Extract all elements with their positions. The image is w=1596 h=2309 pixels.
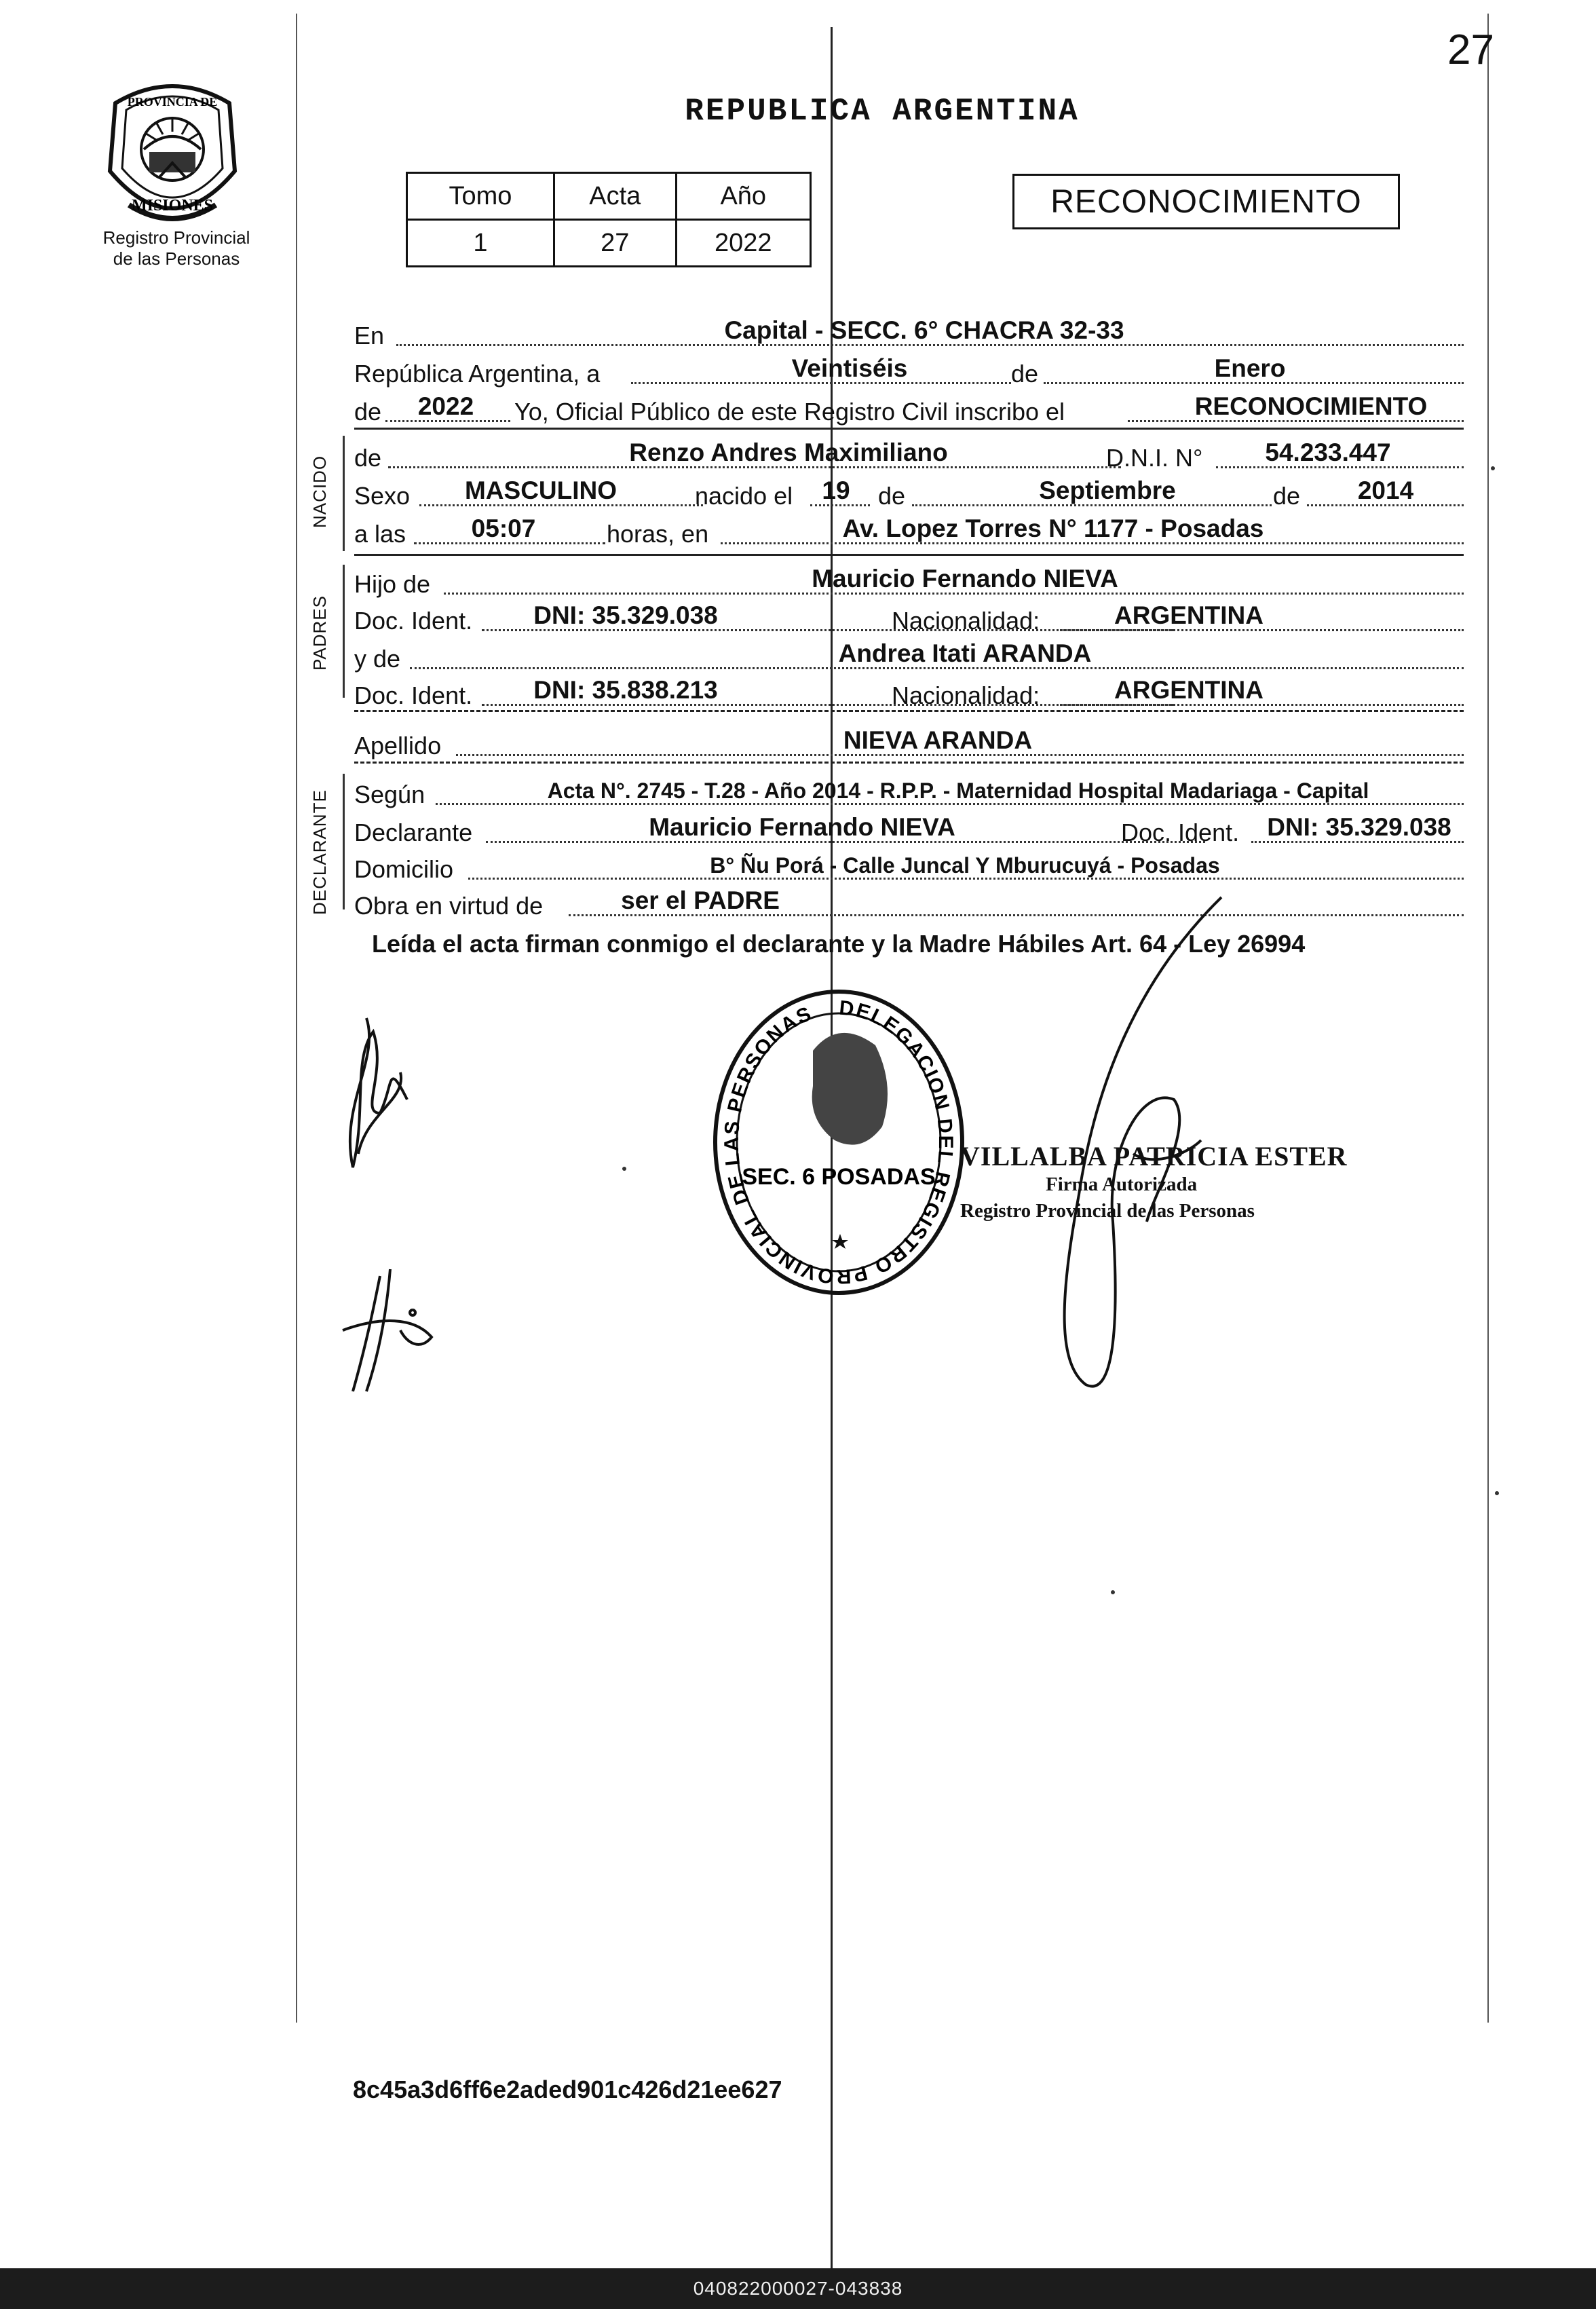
- page-number: 27: [1447, 26, 1494, 73]
- dni-label: D.N.I. N°: [1106, 444, 1203, 472]
- declarante-value: Mauricio Fernando NIEVA: [649, 813, 955, 841]
- month-value: Enero: [1214, 354, 1286, 382]
- nacido-el-label: nacido el: [695, 482, 793, 510]
- emblem-top-text: PROVINCIA DE: [127, 95, 218, 109]
- seal-center-text: SEC. 6 POSADAS: [742, 1164, 936, 1190]
- barcode-footer: [0, 2268, 1596, 2309]
- obra-value: ser el PADRE: [621, 886, 780, 914]
- barcode-number: 040822000027-043838: [693, 2278, 903, 2299]
- volume-table-header: Acta: [554, 173, 676, 220]
- domicilio-label: Domicilio: [354, 855, 454, 883]
- officer-stamp: [960, 1140, 1348, 1222]
- document-hash: 8c45a3d6ff6e2aded901c426d21ee627: [353, 2076, 782, 2103]
- de-label: de: [1011, 360, 1039, 388]
- registry-caption-line1: Registro Provincial: [102, 227, 250, 248]
- doc-label: Doc. Ident.: [1121, 819, 1240, 846]
- mother-nationality-value: ARGENTINA: [1114, 676, 1264, 704]
- volume-table-cell: 2022: [676, 220, 810, 267]
- declarante-label: DECLARANTE: [309, 789, 330, 915]
- time-value: 05:07: [471, 514, 536, 542]
- segun-label: Según: [354, 781, 425, 808]
- mother-doc-value: DNI: 35.838.213: [533, 676, 718, 704]
- father-doc-value: DNI: 35.329.038: [533, 601, 718, 629]
- mother-value: Andrea Itati ARANDA: [838, 639, 1092, 667]
- doc-label: Doc. Ident.: [354, 607, 473, 635]
- declarante-name-label: Declarante: [354, 819, 473, 846]
- hijo-label: Hijo de: [354, 570, 431, 598]
- sexo-value: MASCULINO: [464, 476, 618, 504]
- officer-org: Registro Provincial de las Personas: [960, 1200, 1255, 1222]
- volume-table-cell: 1: [407, 220, 554, 267]
- birth-month-value: Septiembre: [1039, 476, 1176, 504]
- declarant-signature: [350, 1018, 407, 1167]
- birth-place-value: Av. Lopez Torres N° 1177 - Posadas: [842, 514, 1264, 542]
- emblem-bottom-text: MISIONES: [131, 197, 214, 214]
- place-value: Capital - SECC. 6° CHACRA 32-33: [724, 316, 1124, 344]
- alas-label: a las: [354, 520, 406, 548]
- apellido-value: NIEVA ARANDA: [843, 726, 1033, 754]
- segun-value: Acta N°. 2745 - T.28 - Año 2014 - R.P.P. - Maternidad Hospital Madariaga - Capital: [547, 778, 1369, 803]
- child-name-value: Renzo Andres Maximiliano: [629, 438, 948, 466]
- day-value: Veintiséis: [791, 354, 908, 382]
- father-nationality-value: ARGENTINA: [1114, 601, 1264, 629]
- mother-signature: [343, 1269, 432, 1391]
- birth-year-value: 2014: [1357, 476, 1414, 504]
- declarante-doc-value: DNI: 35.329.038: [1267, 813, 1451, 841]
- yde-label: y de: [354, 645, 401, 673]
- child-dni-value: 54.233.447: [1265, 438, 1391, 466]
- registry-caption-line2: de las Personas: [113, 248, 240, 269]
- de-label: de: [354, 398, 382, 426]
- birth-day-value: 19: [822, 476, 850, 504]
- de-label: de: [1273, 482, 1301, 510]
- country-label: República Argentina, a: [354, 360, 601, 388]
- de-label: de: [354, 444, 382, 472]
- nationality-label: Nacionalidad:: [892, 681, 1040, 709]
- padres-label: PADRES: [309, 595, 330, 671]
- doc-label: Doc. Ident.: [354, 681, 473, 709]
- horas-label: horas, en: [607, 520, 709, 548]
- obra-label: Obra en virtud de: [354, 892, 544, 920]
- de-label: de: [878, 482, 906, 510]
- officer-role: Firma Autorizada: [1046, 1174, 1198, 1195]
- nacido-label: NACIDO: [309, 455, 330, 528]
- apellido-label: Apellido: [354, 732, 442, 759]
- en-label: En: [354, 322, 385, 350]
- record-type-box: RECONOCIMIENTO: [1012, 174, 1400, 229]
- closing-text: Leída el acta firman conmigo el declarante y la Madre Hábiles Art. 64 - Ley 26994: [372, 930, 1306, 958]
- page-title: REPUBLICA ARGENTINA: [685, 94, 1080, 129]
- volume-table-header: Año: [676, 173, 810, 220]
- act-value: RECONOCIMIENTO: [1194, 392, 1428, 420]
- year-value: 2022: [417, 392, 474, 420]
- domicilio-value: B° Ñu Porá - Calle Juncal Y Mburucuyá - Posadas: [710, 853, 1220, 878]
- sexo-label: Sexo: [354, 482, 411, 510]
- nationality-label: Nacionalidad:: [892, 607, 1040, 635]
- volume-table-cell: 27: [554, 220, 676, 267]
- official-seal: [715, 992, 962, 1293]
- father-value: Mauricio Fernando NIEVA: [812, 565, 1118, 593]
- volume-table-header: Tomo: [407, 173, 554, 220]
- officer-text: Yo, Oficial Público de este Registro Civil inscribo el: [514, 398, 1065, 426]
- seal-ring-text: DELEGACION DEL REGISTRO PROVINCIAL DE LAS PERSONAS: [720, 996, 957, 1288]
- officer-name: VILLALBA PATRICIA ESTER: [960, 1141, 1348, 1171]
